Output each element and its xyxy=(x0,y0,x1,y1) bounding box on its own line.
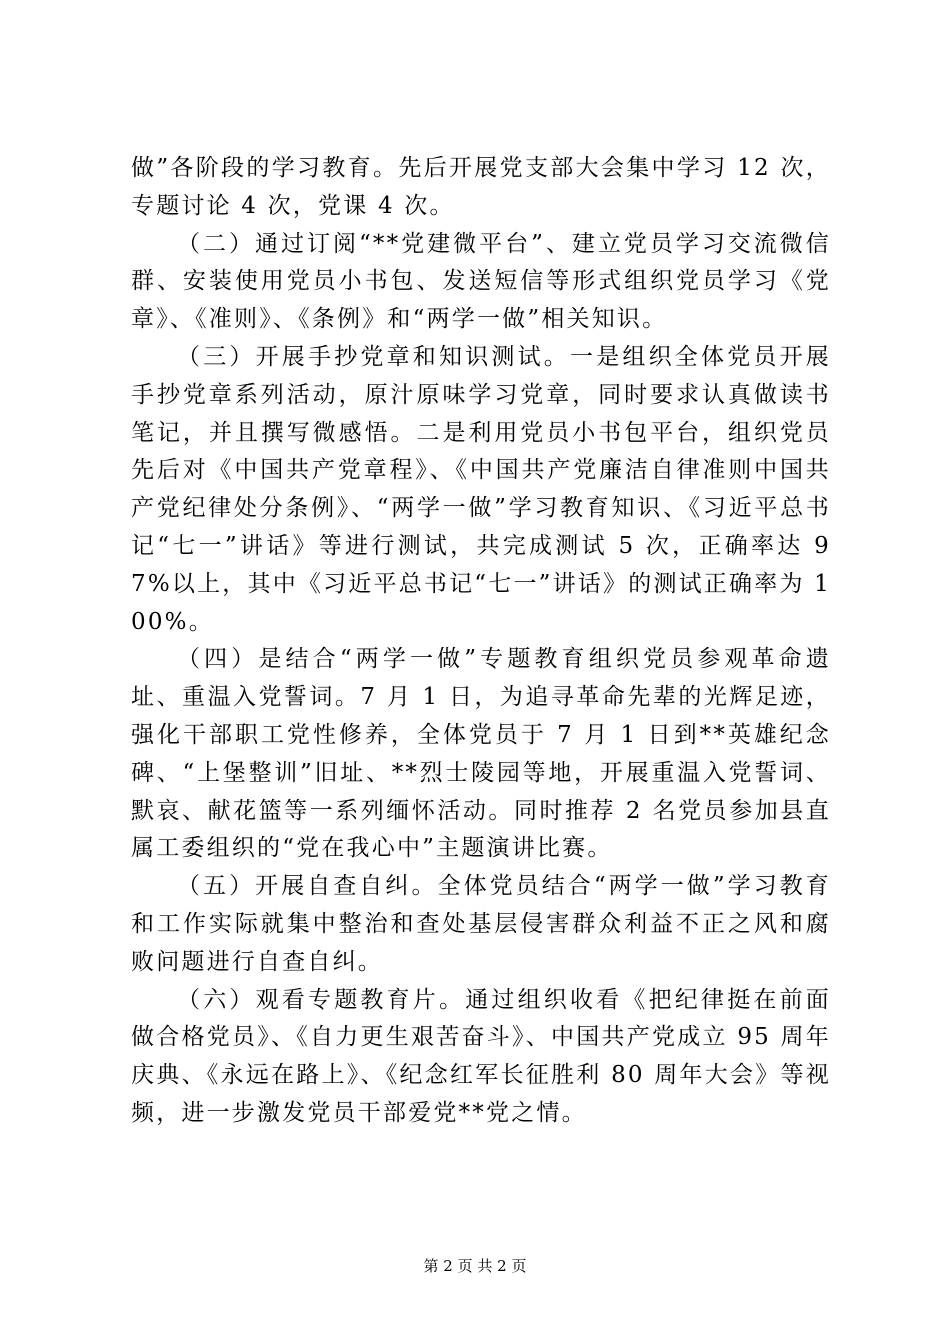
page-footer: 第 2 页 共 2 页 xyxy=(423,1257,527,1275)
paragraph-item-3: （三）开展手抄党章和知识测试。一是组织全体党员开展手抄党章系列活动，原汁原味学习党章，同时要求认真做读书笔记，并且撰写微感悟。二是利用党员小书包平台，组织党员先后对《中国共产党章程》、《中国共产党廉洁自律准则中国共产党纪律处分条例》、“两学一做”学习教育知识、《习近平总书记“七一”讲话》等进行测试，共完成测试 5 次，正确率达 97%以上，其中《习近平总书记“七一”讲话》的测试正确率为 100%。 xyxy=(131,343,831,635)
paragraph-item-5: （五）开展自查自纠。全体党员结合“两学一做”学习教育和工作实际就集中整治和查处基层侵害群众利益不正之风和腐败问题进行自查自纠。 xyxy=(131,873,831,975)
paragraph-item-4: （四）是结合“两学一做”专题教育组织党员参观革命遗址、重温入党誓词。7 月 1 日，为追寻革命先辈的光辉足迹，强化干部职工党性修养，全体党员于 7 月 1 日到**英雄纪念碑、“上堡整训”旧址、**烈士陵园等地，开展重温入党誓词、默哀、献花篮等一系列缅怀活动。同时推荐 2 名党员参加县直属工委组织的“党在我心中”主题演讲比赛。 xyxy=(131,646,831,862)
paragraph-item-6: （六）观看专题教育片。通过组织收看《把纪律挺在前面做合格党员》、《自力更生艰苦奋斗》、中国共产党成立 95 周年庆典、《永远在路上》、《纪念红军长征胜利 80 周年大会》等视频，进一步激发党员干部爱党**党之情。 xyxy=(131,986,831,1126)
document-body xyxy=(131,150,831,1133)
paragraph-item-2: （二）通过订阅“**党建微平台”、建立党员学习交流微信群、安装使用党员小书包、发送短信等形式组织党员学习《党章》、《准则》、《条例》和“两学一做”相关知识。 xyxy=(131,230,831,333)
paragraph-continuation: 做”各阶段的学习教育。先后开展党支部大会集中学习 12 次，专题讨论 4 次，党课 4 次。 xyxy=(131,155,831,219)
